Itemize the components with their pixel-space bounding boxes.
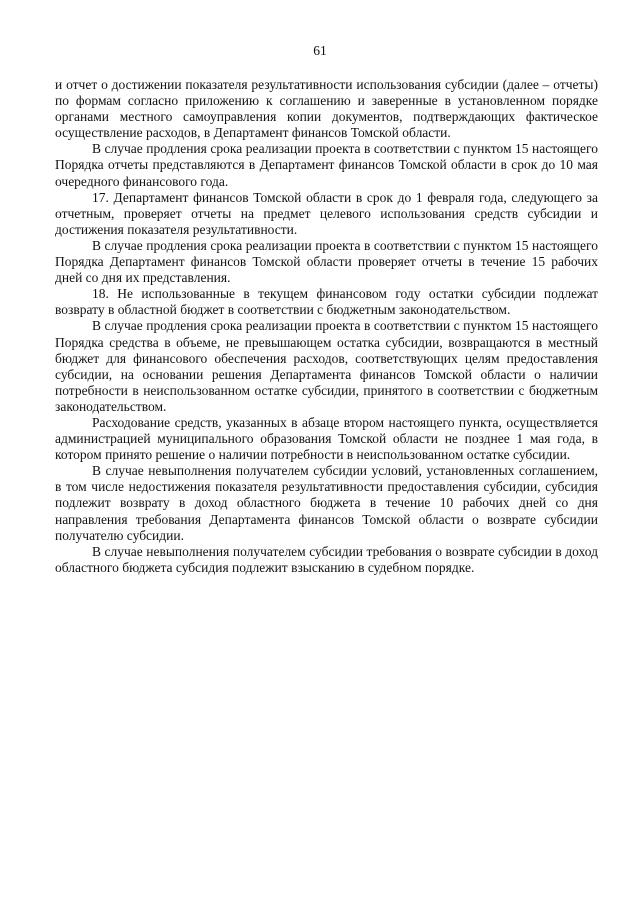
- paragraph-judicial-recovery: В случае невыполнения получателем субсидии требования о возврате субсидии в доход областного бюджета субсидия подлежит взысканию в судебном порядке.: [55, 543, 598, 575]
- paragraph-funds-return-extension: В случае продления срока реализации проекта в соответствии с пунктом 15 настоящего Порядка средства в объеме, не превышающем остатка субсидии, возвращаются в местный бюджет для финансового обеспечения расходов, соответствующих целям предоставления субсидии, на основании решения Департамента финансов Томской области о наличии потребности в неиспользованном остатке субсидии, принятого в соответствии с бюджетным законодательством.: [55, 318, 598, 414]
- paragraph-report-deadline-extension: В случае продления срока реализации проекта в соответствии с пунктом 15 настоящего Порядка отчеты представляются в Департамент финансов Томской области в срок до 10 мая очередного финансового года.: [55, 141, 598, 189]
- paragraph-continuation: и отчет о достижении показателя результативности использования субсидии (далее – отчеты) по формам согласно приложению к соглашению и заверенные в установленном порядке органами местного самоуправления копии документов, подтверждающих фактическое осуществление расходов, в Департамент финансов Томской области.: [55, 77, 598, 141]
- document-body: [55, 77, 598, 576]
- paragraph-non-compliance-return: В случае невыполнения получателем субсидии условий, установленных соглашением, в том числе недостижения показателя результативности предоставления субсидии, субсидия подлежит возврату в доход областного бюджета в течение 10 рабочих дней со дня направления требования Департамента финансов Томской области о возврате субсидии получателю субсидии.: [55, 463, 598, 543]
- paragraph-funds-spending: Расходование средств, указанных в абзаце втором настоящего пункта, осуществляется администрацией муниципального образования Томской области не позднее 1 мая года, в котором принято решение о наличии потребности в неиспользованном остатке субсидии.: [55, 414, 598, 463]
- page-number: 61: [313, 43, 327, 58]
- paragraph-item-18: 18. Не использованные в текущем финансовом году остатки субсидии подлежат возврату в областной бюджет в соответствии с бюджетным законодательством.: [55, 286, 598, 318]
- paragraph-report-check-extension: В случае продления срока реализации проекта в соответствии с пунктом 15 настоящего Порядка Департамент финансов Томской области проверяет отчеты в течение 15 рабочих дней со дня их представления.: [55, 237, 598, 286]
- paragraph-item-17: 17. Департамент финансов Томской области в срок до 1 февраля года, следующего за отчетным, проверяет отчеты на предмет целевого использования средств субсидии и достижения показателя результативности.: [55, 189, 598, 237]
